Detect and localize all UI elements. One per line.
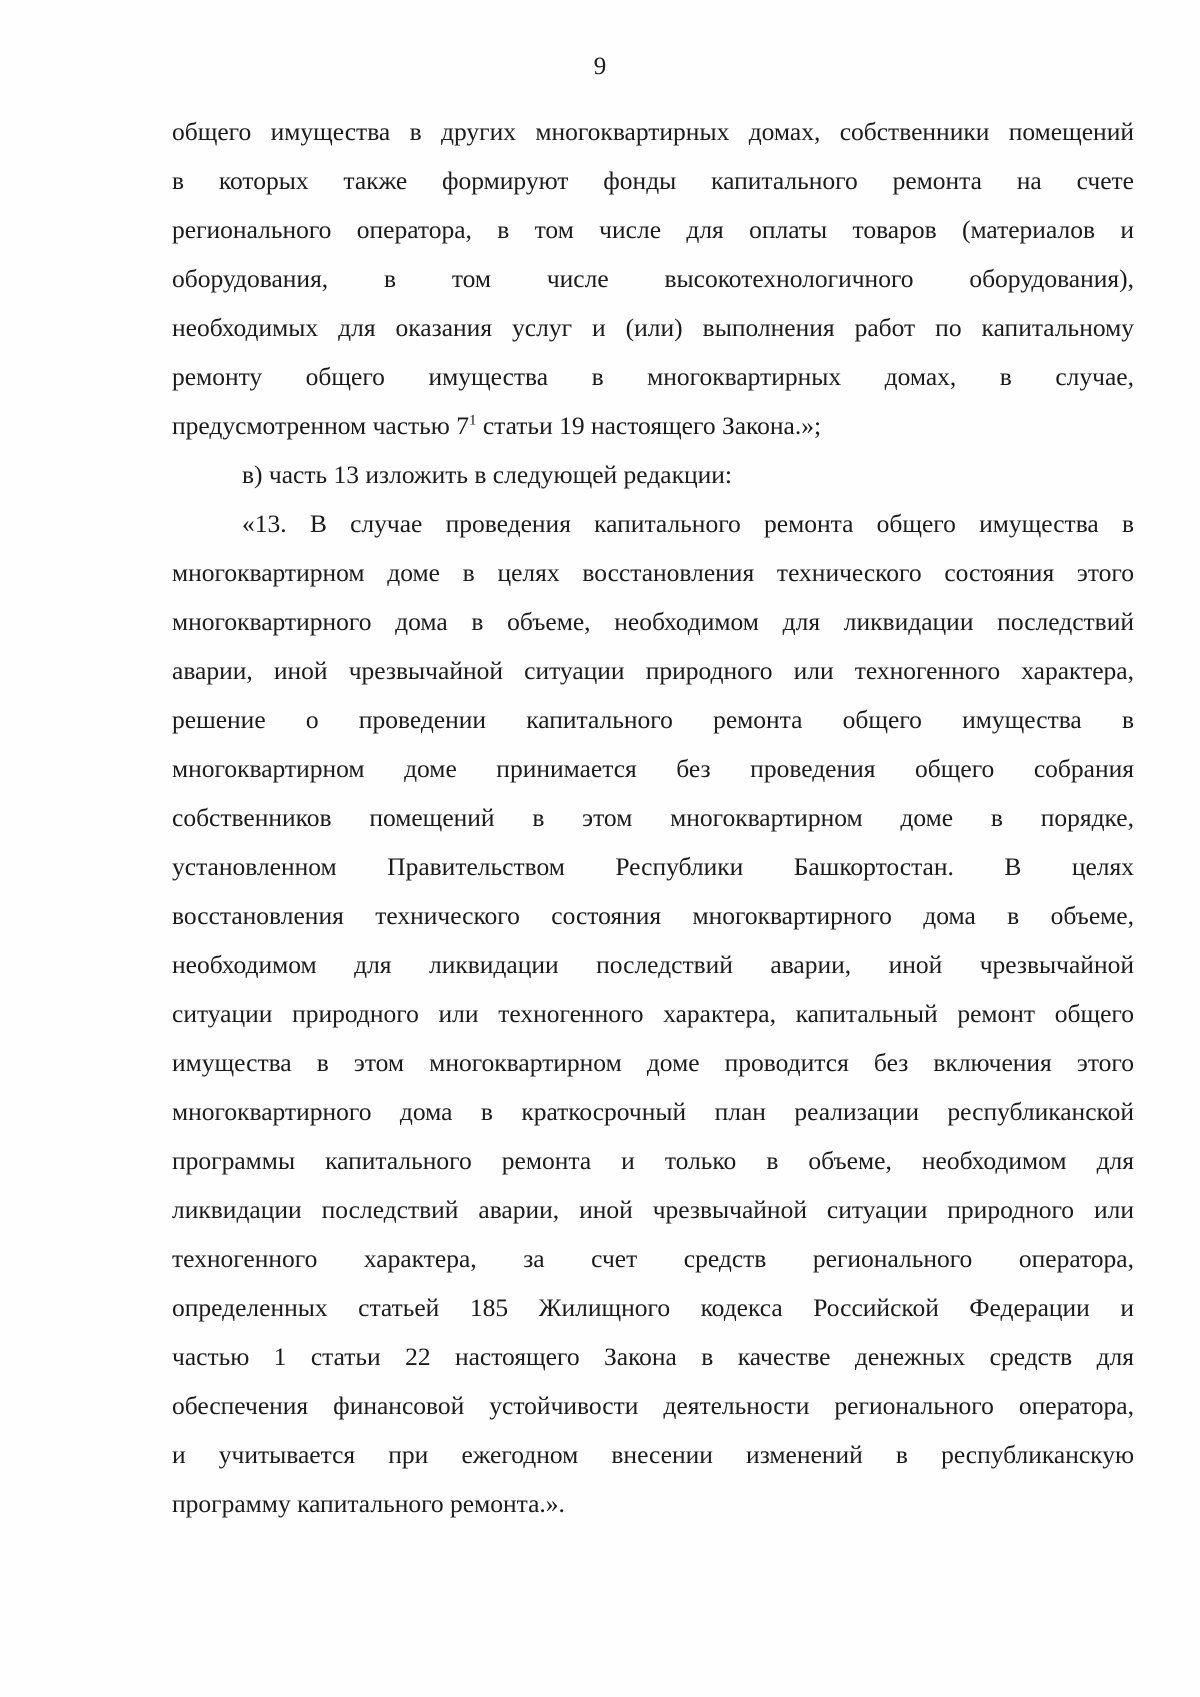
text-line: многоквартирного дома в объеме, необходимом для ликвидации последствий [172, 607, 1134, 636]
text-segment: предусмотренном частью 7 [172, 411, 469, 440]
text-line: имущества в этом многоквартирном доме проводится без включения этого [172, 1048, 1134, 1077]
text-line: многоквартирном доме в целях восстановления технического состояния этого [172, 558, 1134, 587]
text-line: обеспечения финансовой устойчивости деятельности регионального оператора, [172, 1391, 1134, 1420]
text-line: ликвидации последствий аварии, иной чрезвычайной ситуации природного или [172, 1195, 1134, 1224]
superscript-number: 1 [468, 412, 477, 429]
text-line: программы капитального ремонта и только в объеме, необходимом для [172, 1146, 1134, 1175]
text-line: программу капитального ремонта.». [172, 1489, 565, 1518]
text-line: аварии, иной чрезвычайной ситуации природного или техногенного характера, [172, 656, 1134, 685]
page-number: 9 [593, 53, 607, 80]
text-line: многоквартирном доме принимается без проведения общего собрания [172, 754, 1134, 783]
text-line: установленном Правительством Республики Башкортостан. В целях [172, 852, 1134, 881]
text-line: решение о проведении капитального ремонта общего имущества в [172, 705, 1134, 734]
text-line: определенных статьей 185 Жилищного кодекса Российской Федерации и [172, 1293, 1134, 1322]
text-line: необходимом для ликвидации последствий аварии, иной чрезвычайной [172, 950, 1134, 979]
text-line: техногенного характера, за счет средств регионального оператора, [172, 1244, 1134, 1273]
text-line: оборудования, в том числе высокотехнологичного оборудования), [172, 264, 1134, 293]
text-line-with-superscript [172, 401, 1134, 450]
text-segment: статьи 19 настоящего Закона.»; [476, 411, 822, 440]
text-line: в которых также формируют фонды капитального ремонта на счете [172, 166, 1134, 195]
text-line: ситуации природного или техногенного характера, капитальный ремонт общего [172, 999, 1134, 1028]
text-line: многоквартирного дома в краткосрочный план реализации республиканской [172, 1097, 1134, 1126]
text-line: общего имущества в других многоквартирных домах, собственники помещений [172, 117, 1134, 146]
document-body [172, 107, 1134, 1528]
text-line: и учитывается при ежегодном внесении изменений в республиканскую [172, 1440, 1134, 1469]
text-line: собственников помещений в этом многоквартирном доме в порядке, [172, 803, 1134, 832]
text-line: в) часть 13 изложить в следующей редакции: [242, 460, 732, 489]
text-line: необходимых для оказания услуг и (или) выполнения работ по капитальному [172, 313, 1134, 342]
text-line: «13. В случае проведения капитального ремонта общего имущества в [242, 509, 1134, 538]
text-line: частью 1 статьи 22 настоящего Закона в качестве денежных средств для [172, 1342, 1134, 1371]
text-line: регионального оператора, в том числе для оплаты товаров (материалов и [172, 215, 1134, 244]
text-line: ремонту общего имущества в многоквартирных домах, в случае, [172, 362, 1134, 391]
text-line: восстановления технического состояния многоквартирного дома в объеме, [172, 901, 1134, 930]
